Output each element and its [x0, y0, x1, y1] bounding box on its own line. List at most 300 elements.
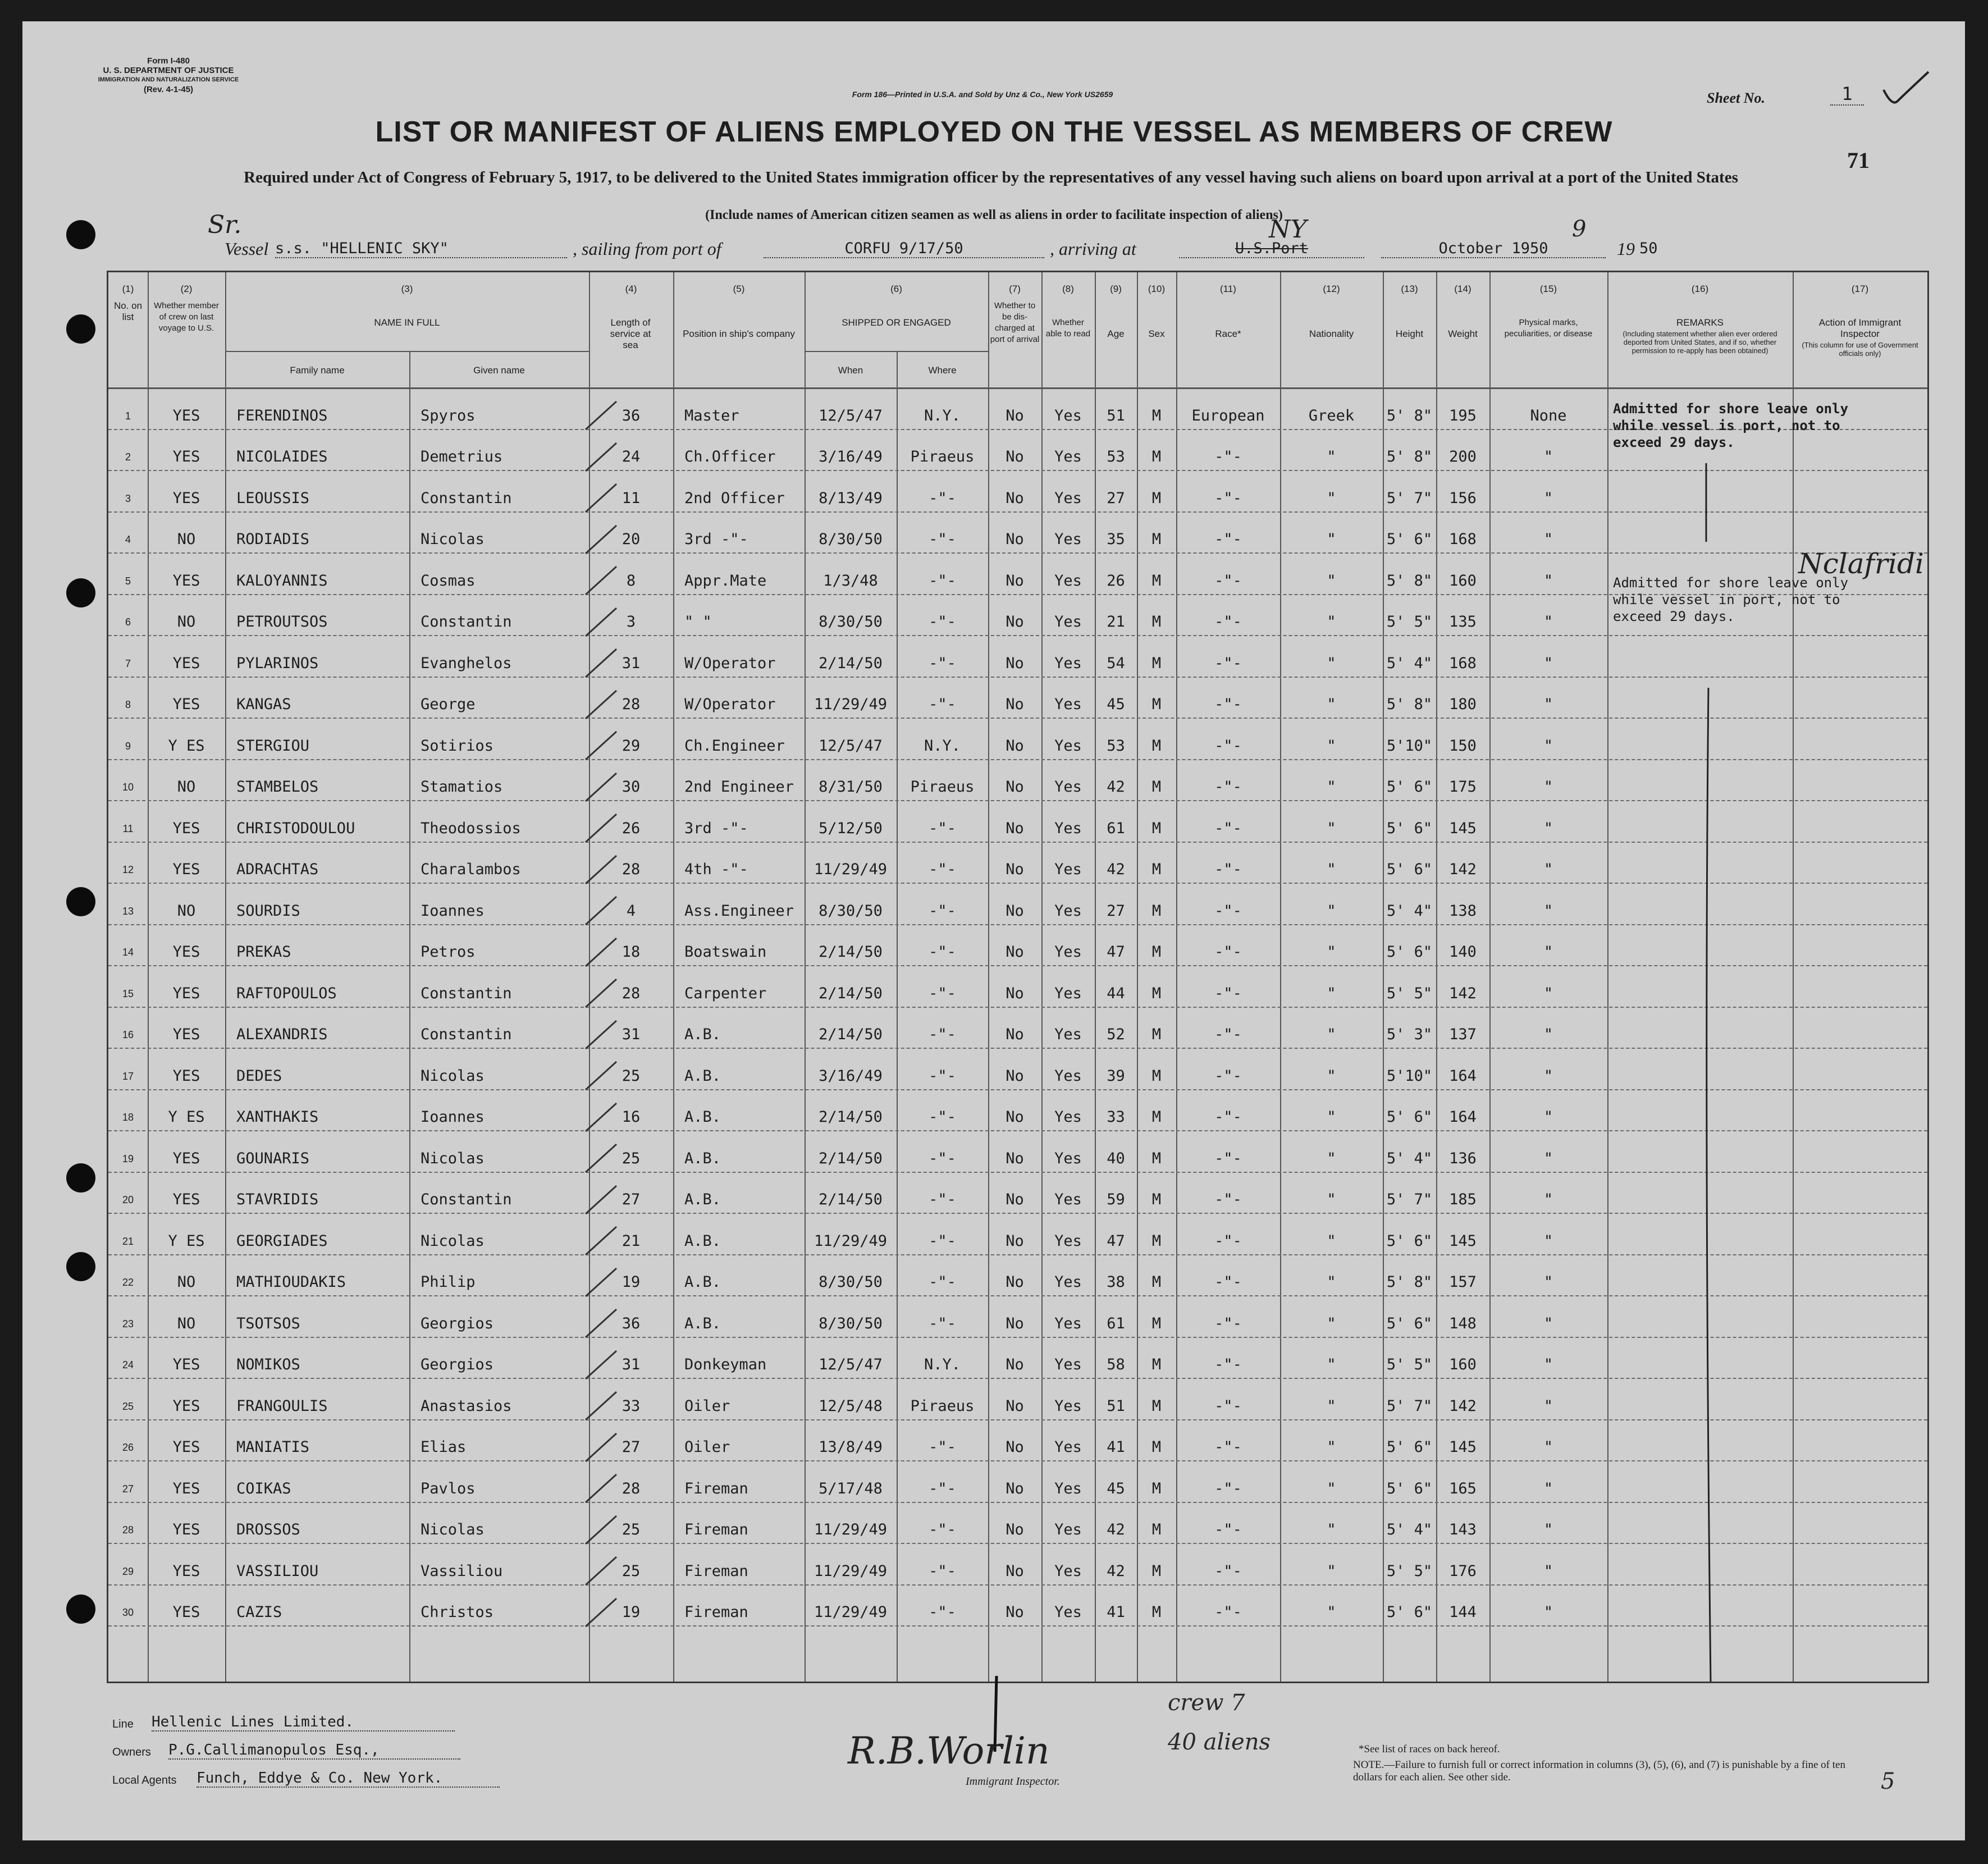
row-divider [108, 759, 1927, 760]
engaged-date: 8/13/49 [819, 489, 883, 507]
weight: 144 [1449, 1603, 1477, 1621]
race: -"- [1214, 1603, 1242, 1621]
row-number: 9 [125, 740, 131, 752]
col-divider [1280, 272, 1281, 1682]
engaged-date: 8/30/50 [819, 1314, 883, 1332]
date-hand: 9 [1572, 216, 1587, 242]
race: -"- [1214, 778, 1242, 796]
col-head-4: Length of service at sea [610, 317, 651, 350]
engaged-date: 2/14/50 [819, 943, 883, 961]
col-head-1: No. on list [113, 300, 143, 322]
name-subheader-line [225, 351, 589, 352]
race: -"- [1214, 1067, 1242, 1085]
col-num-7: (7) [1009, 284, 1021, 294]
given-name: Nicolas [421, 1149, 485, 1167]
hand-note-aliens: 40 aliens [1168, 1729, 1271, 1755]
remarks-bracket-line [1692, 452, 1725, 1687]
engaged-place: Piraeus [910, 448, 975, 465]
age: 52 [1107, 1026, 1125, 1043]
crew-table [107, 271, 1929, 1683]
row-number: 28 [122, 1524, 134, 1536]
given-name: Cosmas [421, 572, 476, 590]
tally-check-icon [583, 1224, 622, 1258]
service-years: 19 [621, 1603, 641, 1621]
nationality: " [1327, 1149, 1336, 1167]
can-read: Yes [1054, 572, 1082, 590]
discharge-flag: No [1006, 819, 1024, 837]
ship-position: Ch.Officer [684, 448, 776, 465]
age: 40 [1107, 1149, 1125, 1167]
include-note: (Include names of American citizen seamen as well as aliens in order to facilitate inspection of aliens) [705, 208, 1283, 222]
service-years: 25 [621, 1067, 641, 1085]
col-num-3: (3) [401, 284, 413, 294]
family-name: NOMIKOS [236, 1356, 300, 1373]
height: 5' 6" [1386, 819, 1433, 837]
weight: 142 [1449, 861, 1477, 878]
weight: 148 [1449, 1314, 1477, 1332]
sex: M [1151, 1273, 1162, 1291]
col-num-15: (15) [1539, 284, 1557, 294]
nationality: " [1327, 654, 1336, 672]
col-divider [988, 272, 989, 1682]
row-number: 27 [122, 1483, 134, 1495]
col-head-12: Nationality [1309, 328, 1354, 339]
col-head-7: Whether to be dis-charged at port of arrival [990, 301, 1040, 344]
physical-marks: " [1543, 984, 1553, 1002]
nationality: " [1327, 696, 1336, 713]
discharge-flag: No [1006, 1191, 1024, 1208]
height: 5' 8" [1386, 696, 1433, 713]
engaged-date: 8/30/50 [819, 902, 883, 920]
race: -"- [1214, 984, 1242, 1002]
engaged-date: 11/29/49 [814, 1521, 888, 1538]
weight: 195 [1449, 406, 1477, 424]
sex: M [1151, 1108, 1162, 1126]
given-name: Philip [421, 1273, 476, 1291]
sex: M [1151, 902, 1162, 920]
engaged-place: -"- [929, 861, 956, 878]
col-num-9: (9) [1110, 284, 1122, 294]
weight: 185 [1449, 1191, 1477, 1208]
nationality: " [1327, 1438, 1336, 1456]
hand-note-crew: crew 7 [1168, 1690, 1245, 1716]
tally-check-icon [583, 894, 622, 928]
tally-check-icon [583, 1100, 622, 1134]
physical-marks: " [1543, 1521, 1553, 1538]
col-head-3a: Family name [290, 365, 345, 376]
weight: 140 [1449, 943, 1477, 961]
weight: 136 [1449, 1149, 1477, 1167]
age: 27 [1107, 489, 1125, 507]
engaged-place: -"- [929, 696, 956, 713]
sex: M [1151, 1479, 1162, 1497]
previous-voyage: YES [172, 1603, 200, 1621]
physical-marks: " [1543, 819, 1553, 837]
ship-position: Appr.Mate [684, 572, 767, 590]
previous-voyage: YES [172, 1026, 200, 1043]
col-divider [409, 351, 410, 1682]
sex: M [1151, 613, 1162, 631]
engaged-place: -"- [929, 943, 956, 961]
age: 42 [1107, 1562, 1125, 1580]
col-head-3: NAME IN FULL [374, 317, 440, 328]
printer-note: Form 186—Printed in U.S.A. and Sold by Unz & Co., New York US2659 [852, 90, 1113, 99]
row-number: 20 [122, 1194, 134, 1205]
previous-voyage: YES [172, 984, 200, 1002]
can-read: Yes [1054, 819, 1082, 837]
ship-position: A.B. [684, 1314, 721, 1332]
inspector-signature: R.B.Worlin [848, 1729, 1050, 1772]
discharge-flag: No [1006, 489, 1024, 507]
race: -"- [1214, 1356, 1242, 1373]
previous-voyage: YES [172, 1397, 200, 1415]
row-number: 26 [122, 1442, 134, 1453]
remark-row-5: Admitted for shore leave only while vessel in port, not to exceed 29 days. [1613, 575, 1849, 624]
row-divider [108, 1048, 1927, 1049]
physical-marks: " [1543, 1562, 1553, 1580]
engaged-date: 5/12/50 [819, 819, 883, 837]
engaged-date: 2/14/50 [819, 1191, 883, 1208]
row-number: 18 [122, 1112, 134, 1123]
tally-check-icon [583, 770, 622, 804]
engaged-place: -"- [929, 902, 956, 920]
sex: M [1151, 984, 1162, 1002]
nationality: " [1327, 778, 1336, 796]
discharge-flag: No [1006, 654, 1024, 672]
row-divider [108, 965, 1927, 966]
row-number: 7 [125, 657, 131, 669]
races-note: *See list of races on back hereof. [1359, 1743, 1500, 1755]
engaged-place: -"- [929, 984, 956, 1002]
engaged-date: 12/5/47 [819, 737, 883, 755]
can-read: Yes [1054, 1232, 1082, 1250]
age: 27 [1107, 902, 1125, 920]
tally-check-icon [583, 1059, 622, 1093]
sex: M [1151, 572, 1162, 590]
row-divider [108, 511, 1927, 513]
engaged-date: 8/31/50 [819, 778, 883, 796]
previous-voyage: YES [172, 861, 200, 878]
weight: 164 [1449, 1108, 1477, 1126]
age: 33 [1107, 1108, 1125, 1126]
engaged-place: -"- [929, 1562, 956, 1580]
age: 61 [1107, 1314, 1125, 1332]
height: 5' 4" [1386, 1521, 1433, 1538]
row-number: 4 [125, 534, 131, 545]
given-name: Constantin [421, 613, 512, 631]
height: 5' 6" [1386, 1108, 1433, 1126]
engaged-date: 2/14/50 [819, 1026, 883, 1043]
race: -"- [1214, 819, 1242, 837]
previous-voyage: YES [172, 489, 200, 507]
previous-voyage: YES [172, 819, 200, 837]
physical-marks: " [1543, 1438, 1553, 1456]
engaged-place: -"- [929, 1603, 956, 1621]
height: 5' 8" [1386, 1273, 1433, 1291]
engaged-place: -"- [929, 1026, 956, 1043]
engaged-date: 2/14/50 [819, 1149, 883, 1167]
weight: 145 [1449, 1232, 1477, 1250]
sex: M [1151, 531, 1162, 548]
row-divider [108, 1130, 1927, 1131]
row-divider [108, 1502, 1927, 1503]
weight: 143 [1449, 1521, 1477, 1538]
race: -"- [1214, 902, 1242, 920]
sheet-number-label: Sheet No. [1707, 90, 1765, 106]
tally-check-icon [583, 1018, 622, 1052]
race: -"- [1214, 1273, 1242, 1291]
row-divider [108, 1089, 1927, 1090]
discharge-flag: No [1006, 1314, 1024, 1332]
previous-voyage: NO [177, 531, 196, 548]
sex: M [1151, 489, 1162, 507]
can-read: Yes [1054, 1479, 1082, 1497]
service-years: 31 [621, 654, 641, 672]
owners-label: Owners [112, 1746, 151, 1758]
col-divider [805, 272, 806, 1682]
race: -"- [1214, 489, 1242, 507]
nationality: " [1327, 489, 1336, 507]
given-name: Nicolas [421, 531, 485, 548]
col-head-6: SHIPPED OR ENGAGED [842, 317, 951, 328]
nationality: " [1327, 1603, 1336, 1621]
row-number: 25 [122, 1400, 134, 1412]
ship-position: Fireman [684, 1521, 748, 1538]
engaged-date: 11/29/49 [814, 861, 888, 878]
given-name: Petros [421, 943, 476, 961]
page-mark: 71 [1847, 148, 1870, 173]
service-years: 36 [621, 406, 641, 424]
row-divider [108, 1584, 1927, 1586]
engaged-place: N.Y. [924, 406, 961, 424]
given-name: Constantin [421, 1191, 512, 1208]
can-read: Yes [1054, 984, 1082, 1002]
engaged-place: -"- [929, 1314, 956, 1332]
col-head-3b: Given name [473, 365, 525, 376]
engaged-place: Piraeus [910, 778, 975, 796]
service-years: 28 [621, 984, 641, 1002]
row-divider [108, 718, 1927, 719]
row-number: 3 [125, 492, 131, 504]
row-number: 29 [122, 1565, 134, 1577]
engaged-date: 12/5/47 [819, 1356, 883, 1373]
given-name: Demetrius [421, 448, 503, 465]
sex: M [1151, 1314, 1162, 1332]
row-number: 30 [122, 1607, 134, 1618]
weight: 138 [1449, 902, 1477, 920]
engaged-date: 13/8/49 [819, 1438, 883, 1456]
family-name: COIKAS [236, 1479, 291, 1497]
col-divider [225, 272, 226, 1682]
height: 5' 6" [1386, 531, 1433, 548]
engaged-date: 1/3/48 [823, 572, 878, 590]
service-years: 28 [621, 861, 641, 878]
previous-voyage: YES [172, 406, 200, 424]
previous-voyage: YES [172, 1562, 200, 1580]
family-name: LEOUSSIS [236, 489, 310, 507]
row-number: 22 [122, 1277, 134, 1288]
row-number: 21 [122, 1235, 134, 1247]
weight: 175 [1449, 778, 1477, 796]
col-num-10: (10) [1148, 284, 1166, 294]
discharge-flag: No [1006, 1356, 1024, 1373]
col-num-4: (4) [625, 284, 637, 294]
line-label: Line [112, 1718, 134, 1730]
tally-check-icon [583, 1431, 622, 1464]
ship-position: 3rd -"- [684, 819, 748, 837]
can-read: Yes [1054, 1521, 1082, 1538]
age: 21 [1107, 613, 1125, 631]
engaged-place: -"- [929, 1191, 956, 1208]
discharge-flag: No [1006, 1603, 1024, 1621]
age: 47 [1107, 943, 1125, 961]
col-divider [1793, 272, 1794, 1682]
given-name: Christos [421, 1603, 494, 1621]
row-number: 17 [122, 1070, 134, 1082]
tally-check-icon [583, 564, 622, 597]
engaged-date: 5/17/48 [819, 1479, 883, 1497]
height: 5' 7" [1386, 1191, 1433, 1208]
physical-marks: " [1543, 1314, 1553, 1332]
form-identifier: Form I-480 U. S. DEPARTMENT OF JUSTICE IMMIGRATION AND NATURALIZATION SERVICE (Rev. 4-1-45) [98, 56, 239, 94]
punch-hole [66, 220, 95, 249]
row-number: 16 [122, 1029, 134, 1040]
engaged-date: 8/30/50 [819, 613, 883, 631]
height: 5' 8" [1386, 448, 1433, 465]
physical-marks: " [1543, 1067, 1553, 1085]
tally-check-icon [583, 481, 622, 515]
service-years: 8 [626, 572, 636, 590]
previous-voyage: NO [177, 902, 196, 920]
race: -"- [1214, 737, 1242, 755]
col-num-17: (17) [1851, 284, 1869, 294]
col-head-17: Action of Immigrant Inspector [1818, 317, 1902, 339]
family-name: TSOTSOS [236, 1314, 300, 1332]
discharge-flag: No [1006, 1438, 1024, 1456]
ship-position: Fireman [684, 1479, 748, 1497]
height: 5' 4" [1386, 654, 1433, 672]
engaged-place: -"- [929, 1067, 956, 1085]
ship-position: W/Operator [684, 696, 776, 713]
nationality: " [1327, 1067, 1336, 1085]
ship-position: Boatswain [684, 943, 767, 961]
sex: M [1151, 1562, 1162, 1580]
previous-voyage: YES [172, 1356, 200, 1373]
age: 53 [1107, 737, 1125, 755]
col-num-12: (12) [1323, 284, 1340, 294]
ship-position: Ch.Engineer [684, 737, 785, 755]
year-label: 19 [1617, 239, 1635, 259]
nationality: " [1327, 613, 1336, 631]
tally-check-icon [583, 1472, 622, 1505]
tally-check-icon [583, 523, 622, 556]
tally-check-icon [583, 1389, 622, 1423]
service-years: 31 [621, 1026, 641, 1043]
row-divider [108, 1337, 1927, 1338]
tally-check-icon [583, 1306, 622, 1340]
discharge-flag: No [1006, 531, 1024, 548]
col-num-14: (14) [1454, 284, 1471, 294]
row-divider [108, 1254, 1927, 1255]
given-name: Anastasios [421, 1397, 512, 1415]
row-divider [108, 924, 1927, 925]
discharge-flag: No [1006, 984, 1024, 1002]
col-divider [1436, 272, 1437, 1682]
race: -"- [1214, 1521, 1242, 1538]
age: 41 [1107, 1438, 1125, 1456]
physical-marks: " [1543, 654, 1553, 672]
race: -"- [1214, 1438, 1242, 1456]
race: -"- [1214, 1479, 1242, 1497]
sex: M [1151, 1603, 1162, 1621]
height: 5' 6" [1386, 1314, 1433, 1332]
page-title: LIST OR MANIFEST OF ALIENS EMPLOYED ON THE VESSEL AS MEMBERS OF CREW [375, 116, 1613, 148]
family-name: MATHIOUDAKIS [236, 1273, 346, 1291]
engaged-place: -"- [929, 819, 956, 837]
physical-marks: " [1543, 696, 1553, 713]
race: -"- [1214, 572, 1242, 590]
can-read: Yes [1054, 1273, 1082, 1291]
ship-position: A.B. [684, 1108, 721, 1126]
age: 45 [1107, 696, 1125, 713]
age: 45 [1107, 1479, 1125, 1497]
ship-position: 4th -"- [684, 861, 748, 878]
nationality: " [1327, 572, 1336, 590]
family-name: KANGAS [236, 696, 291, 713]
engaged-place: Piraeus [910, 1397, 975, 1415]
service-years: 27 [621, 1191, 641, 1208]
row-number: 15 [122, 988, 134, 999]
failure-note: NOTE.—Failure to furnish full or correct information in columns (3), (5), (6), and (7) is punishable by a fine of ten dollars for each alien. See other side. [1353, 1759, 1845, 1783]
age: 51 [1107, 406, 1125, 424]
tally-check-icon [583, 646, 622, 680]
service-years: 16 [621, 1108, 641, 1126]
previous-voyage: YES [172, 572, 200, 590]
family-name: KALOYANNIS [236, 572, 328, 590]
engaged-place: N.Y. [924, 1356, 961, 1373]
race: -"- [1214, 696, 1242, 713]
given-name: Stamatios [421, 778, 503, 796]
discharge-flag: No [1006, 613, 1024, 631]
sex: M [1151, 943, 1162, 961]
tally-check-icon [583, 1141, 622, 1175]
row-divider [108, 1007, 1927, 1008]
family-name: RAFTOPOULOS [236, 984, 337, 1002]
engaged-date: 2/14/50 [819, 984, 883, 1002]
col-head-10: Sex [1148, 328, 1165, 339]
sex: M [1151, 448, 1162, 465]
previous-voyage: YES [172, 1067, 200, 1085]
corner-mark: 5 [1881, 1769, 1895, 1794]
family-name: CHRISTODOULOU [236, 819, 355, 837]
age: 51 [1107, 1397, 1125, 1415]
service-years: 18 [621, 943, 641, 961]
col-num-11: (11) [1220, 284, 1236, 294]
weight: 168 [1449, 654, 1477, 672]
can-read: Yes [1054, 654, 1082, 672]
col-num-6: (6) [890, 284, 902, 294]
weight: 176 [1449, 1562, 1477, 1580]
weight: 137 [1449, 1026, 1477, 1043]
year-value: 50 [1639, 240, 1658, 257]
race: -"- [1214, 1314, 1242, 1332]
family-name: DEDES [236, 1067, 282, 1085]
nationality: " [1327, 1356, 1336, 1373]
nationality: Greek [1308, 406, 1355, 424]
ship-position: Donkeyman [684, 1356, 767, 1373]
family-name: PYLARINOS [236, 654, 319, 672]
given-name: Spyros [421, 406, 476, 424]
